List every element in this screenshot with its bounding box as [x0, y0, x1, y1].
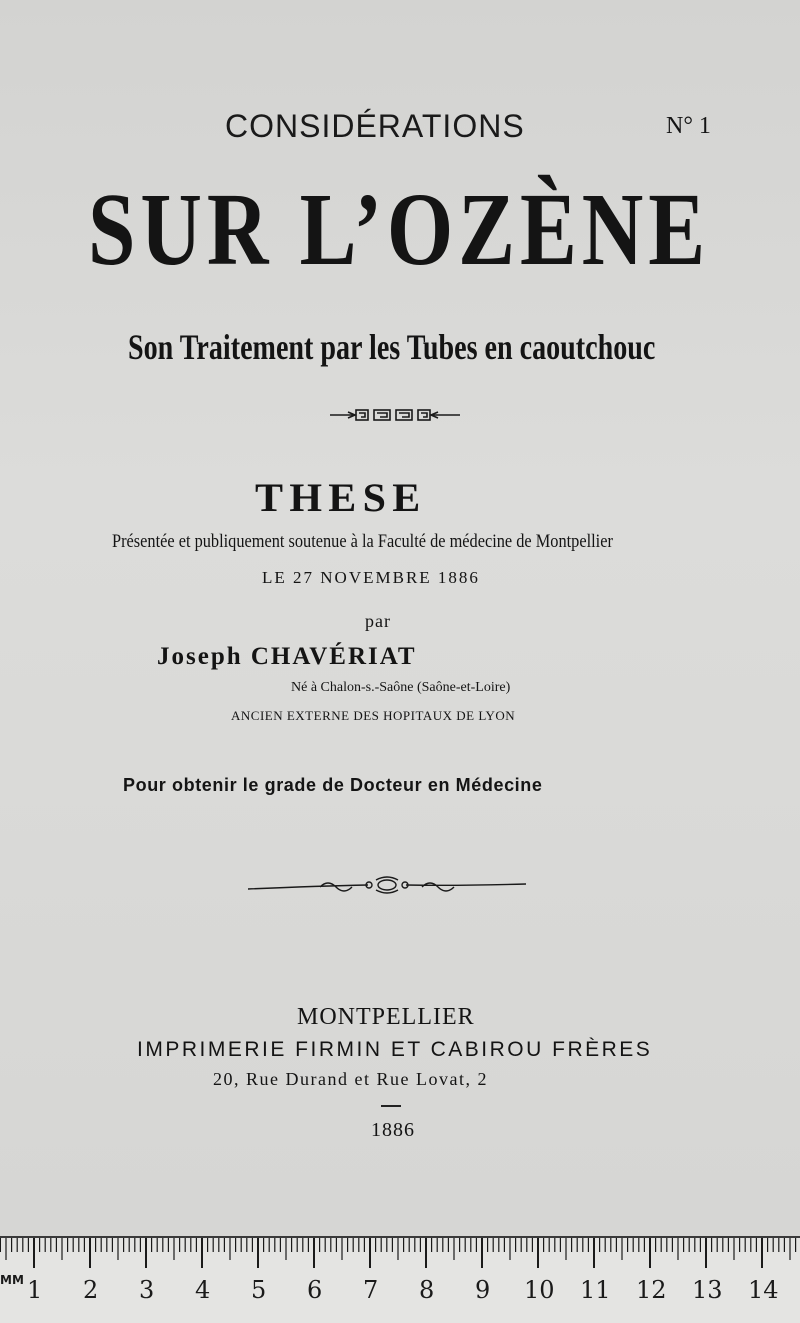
ruler-number-label: 7: [363, 1276, 379, 1304]
ruler-number-label: 12: [636, 1276, 667, 1304]
main-title: SUR L’OZÈNE: [88, 172, 711, 287]
volume-number: N° 1: [666, 113, 711, 139]
former-title: ANCIEN EXTERNE DES HOPITAUX DE LYON: [231, 708, 516, 723]
short-rule: [381, 1105, 401, 1107]
thesis-heading: THESE: [255, 475, 427, 520]
degree-line: Pour obtenir le grade de Docteur en Médecine: [123, 775, 543, 795]
ruler-number-label: 4: [195, 1276, 211, 1304]
ornament-divider-bottom: [248, 876, 526, 894]
imprint-printer: IMPRIMERIE FIRMIN ET CABIROU FRÈRES: [137, 1038, 653, 1061]
ruler-number-label: 13: [692, 1276, 723, 1304]
ruler-ticks: [0, 1238, 800, 1278]
ruler-number-label: 8: [419, 1276, 435, 1304]
ruler-unit-label: MM: [0, 1273, 24, 1287]
ruler-number-label: 6: [307, 1276, 323, 1304]
author-name: Joseph CHAVÉRIAT: [157, 643, 417, 670]
defense-date: LE 27 NOVEMBRE 1886: [262, 568, 480, 587]
by-label: par: [365, 611, 391, 631]
ruler-number-label: 1: [27, 1276, 43, 1304]
imprint-city: MONTPELLIER: [297, 1004, 475, 1030]
ornament-divider-top: [330, 405, 460, 425]
imprint-address: 20, Rue Durand et Rue Lovat, 2: [213, 1069, 488, 1089]
ruler-number-label: 10: [524, 1276, 555, 1304]
ruler-number-label: 2: [83, 1276, 99, 1304]
imprint-year: 1886: [371, 1119, 415, 1141]
ruler-number-label: 11: [580, 1276, 611, 1304]
ruler-number-label: 14: [748, 1276, 779, 1304]
ruler-number-label: 9: [475, 1276, 491, 1304]
presented-line: Présentée et publiquement soutenue à la Faculté de médecine de Montpellier: [112, 531, 613, 552]
birthplace-line: Né à Chalon-s.-Saône (Saône-et-Loire): [291, 680, 511, 695]
considerations-heading: CONSIDÉRATIONS: [225, 108, 525, 144]
subtitle: Son Traitement par les Tubes en caoutchouc: [128, 327, 656, 367]
measurement-ruler: [0, 1236, 800, 1323]
ruler-number-label: 5: [251, 1276, 267, 1304]
ruler-number-label: 3: [139, 1276, 155, 1304]
